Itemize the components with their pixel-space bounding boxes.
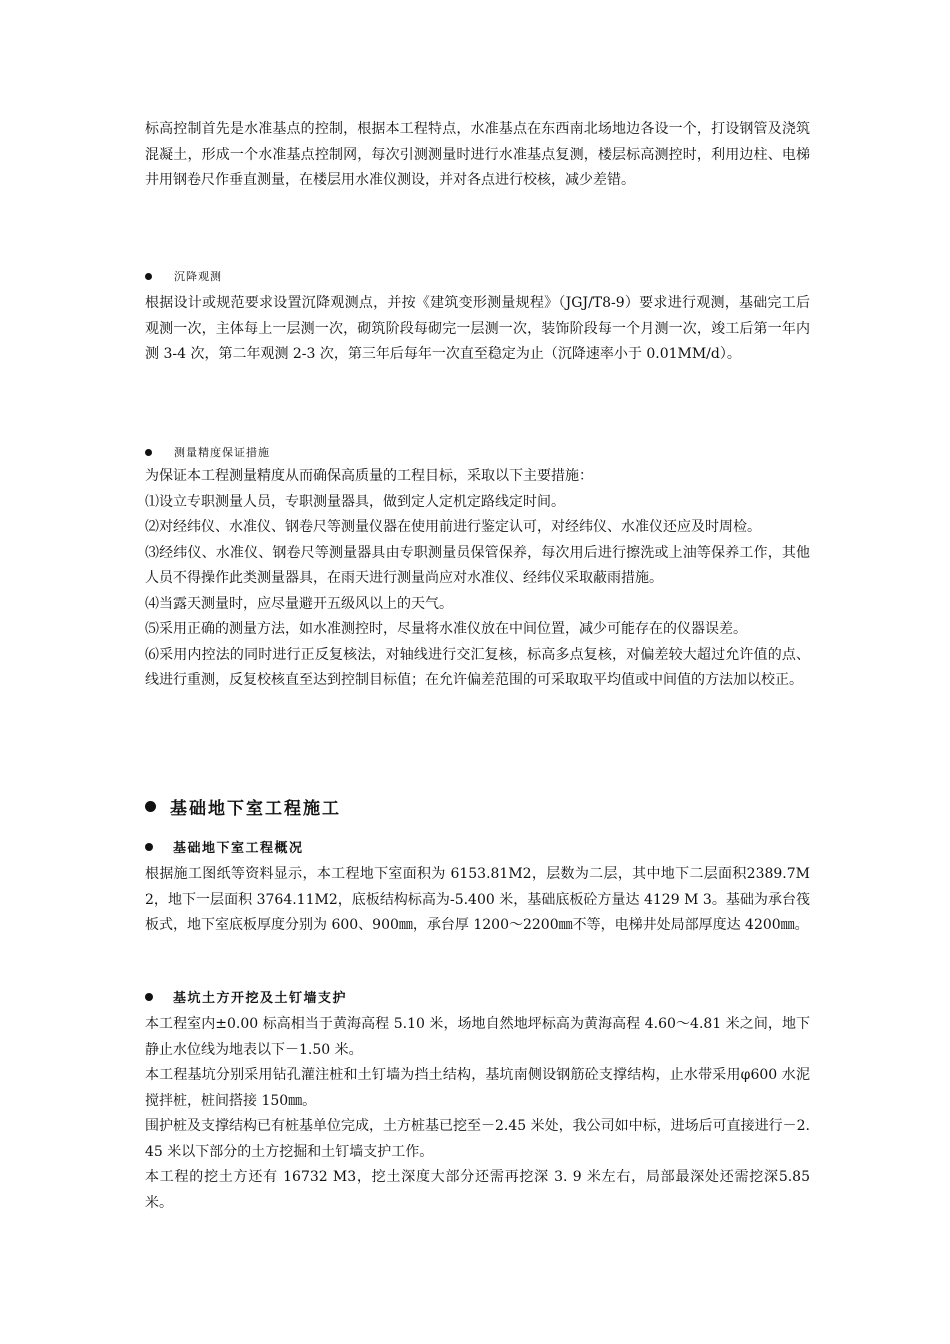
excavation-heading [145,987,810,1006]
bullet-icon [145,449,152,456]
accuracy-line: ⑶经纬仪、水准仪、钢卷尺等测量器具由专职测量员保管保养，每次用后进行擦洗或上油等保养工作，其他人员不得操作此类测量器具，在雨天进行测量尚应对水准仪、经纬仪采取蔽雨措施。 [145,544,810,586]
section-heading-text: 基础地下室工程施工 [170,799,341,819]
accuracy-line: ⑷当露天测量时，应尽量避开五级风以上的天气。 [145,595,453,612]
accuracy-line: ⑴设立专职测量人员，专职测量器具，做到定人定机定路线定时间。 [145,493,565,510]
settlement-heading [145,266,810,286]
accuracy-line: ⑹采用内控法的同时进行正反复核法，对轴线进行交汇复核，标高多点复核，对偏差较大超过允许值的点、线进行重测，反复校核直至达到控制目标值；在允许偏差范围的可采取取平均值或中间值的方法加以校正。 [145,646,810,688]
overview-heading-text: 基础地下室工程概况 [173,841,304,856]
overview-heading [145,837,810,856]
excavation-body [145,1012,810,1216]
accuracy-heading [145,442,810,462]
accuracy-heading-text: 测量精度保证措施 [174,446,270,459]
excavation-heading-text: 基坑土方开挖及土钉墙支护 [173,991,348,1006]
excavation-paragraph: 围护桩及支撑结构已有桩基单位完成，土方桩基已挖至－2.45 米处，我公司如中标，进场后可直接进行－2.45 米以下部分的土方挖掘和土钉墙支护工作。 [145,1118,810,1160]
settlement-heading-text: 沉降观测 [174,270,222,283]
settlement-paragraph: 根据设计或规范要求设置沉降观测点，并按《建筑变形测量规程》（JGJ/T8-9）要求进行观测，基础完工后观测一次，主体每上一层测一次，砌筑阶段每砌完一层测一次，装饰阶段每一个月测一次，竣工后第一年内测 3-4 次，第二年观测 2-3 次，第三年后每年一次直至稳定为止（沉降速率小于 0.01MM/d）。 [145,295,810,362]
excavation-paragraph: 本工程室内±0.00 标高相当于黄海高程 5.10 米，场地自然地坪标高为黄海高程 4.60～4.81 米之间，地下静止水位线为地表以下－1.50 米。 [145,1016,810,1058]
bullet-icon [145,843,153,851]
section-heading [145,794,810,819]
bullet-icon [145,273,152,280]
excavation-paragraph: 本工程的挖土方还有 16732 M3，挖土深度大部分还需再挖深 3. 9 米左右，局部最深处还需挖深5.85 米。 [145,1169,810,1211]
excavation-paragraph: 本工程基坑分别采用钻孔灌注桩和土钉墙为挡土结构，基坑南侧设钢筋砼支撑结构，止水带采用φ600 水泥搅拌桩，桩间搭接 150㎜。 [145,1067,810,1109]
bullet-icon [145,801,156,812]
intro-paragraph: 标高控制首先是水准基点的控制，根据本工程特点，水准基点在东西南北场地边各设一个，打设钢管及浇筑混凝土，形成一个水准基点控制网，每次引测测量时进行水准基点复测，楼层标高测控时，利用边柱、电梯井用钢卷尺作垂直测量，在楼层用水准仪测设，并对各点进行校核，减少差错。 [145,121,810,188]
accuracy-line: ⑸采用正确的测量方法，如水准测控时，尽量将水准仪放在中间位置，减少可能存在的仪器误差。 [145,621,747,637]
overview-paragraph: 根据施工图纸等资料显示，本工程地下室面积为 6153.81M2，层数为二层，其中地下二层面积2389.7M2，地下一层面积 3764.11M2，底板结构标高为-5.400 米，基础底板砼方量达 4129 M 3。基础为承台筏板式，地下室底板厚度分别为 600、900㎜，承台厚 1200～2200㎜不等，电梯井处局部厚度达 4200㎜。 [145,866,810,933]
accuracy-line: 为保证本工程测量精度从而确保高质量的工程目标，采取以下主要措施： [145,468,593,484]
accuracy-line: ⑵对经纬仪、水准仪、钢卷尺等测量仪器在使用前进行鉴定认可，对经纬仪、水准仪还应及时周检。 [145,519,761,535]
bullet-icon [145,993,153,1001]
accuracy-list [145,464,810,694]
